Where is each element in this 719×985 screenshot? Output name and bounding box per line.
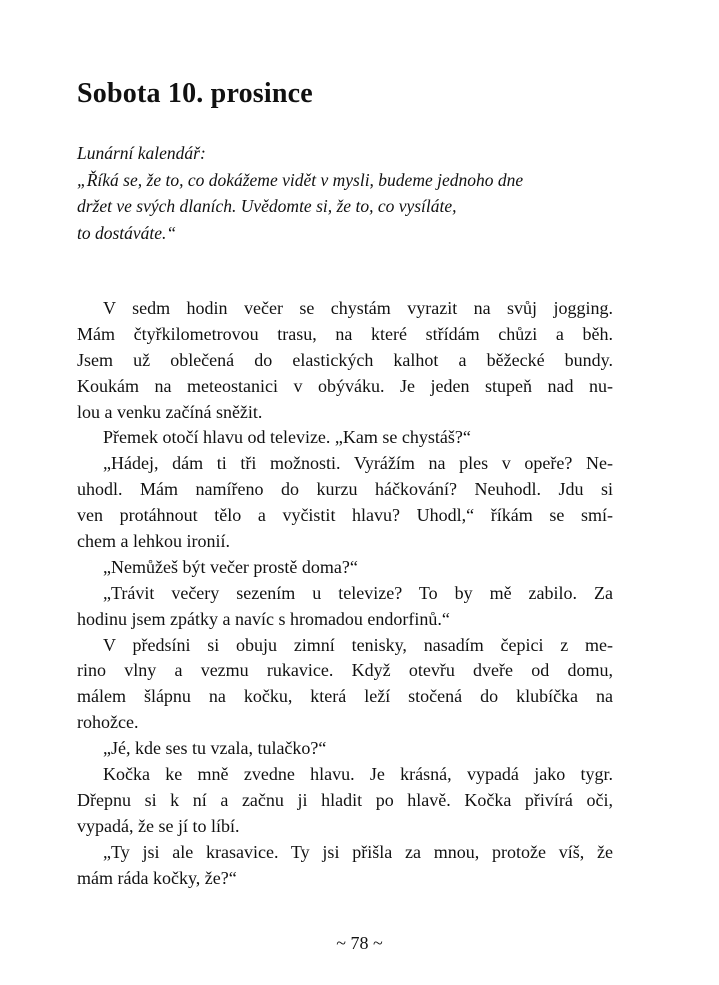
text-line: V předsíni si obuju zimní tenisky, nasadím čepici z me- [103, 634, 613, 655]
text-line: Kočka ke mně zvedne hlavu. Je krásná, vypadá jako tygr. [103, 764, 613, 785]
text-line: Přemek otočí hlavu od televize. „Kam se chystáš?“ [103, 427, 471, 448]
text-line: mám ráda kočky, že?“ [77, 867, 237, 888]
body-text [77, 296, 613, 891]
text-line: „Hádej, dám ti tři možnosti. Vyrážím na ples v opeře? Ne- [103, 453, 613, 474]
text-line: „Trávit večery sezením u televize? To by mě zabilo. Za [103, 582, 613, 603]
epigraph-source: Lunární kalendář: [77, 143, 206, 163]
text-line: Mám čtyřkilometrovou trasu, na které střídám chůzi a běh. [77, 323, 613, 344]
text-line: „Nemůžeš být večer prostě doma?“ [103, 556, 358, 577]
text-line: vypadá, že se jí to líbí. [77, 815, 240, 836]
text-line: uhodl. Mám namířeno do kurzu háčkování? Neuhodl. Jdu si [77, 479, 613, 500]
chapter-title: Sobota 10. prosince [77, 78, 313, 109]
text-line: hodinu jsem zpátky a navíc s hromadou endorfinů.“ [77, 608, 450, 629]
epigraph-quote-line: držet ve svých dlaních. Uvědomte si, že to, co vysíláte, [77, 196, 457, 216]
text-line: rino vlny a vezmu rukavice. Když otevřu dveře od domu, [77, 660, 613, 681]
text-line: Jsem už oblečená do elastických kalhot a běžecké bundy. [77, 349, 613, 370]
text-line: ven protáhnout tělo a vyčistit hlavu? Uhodl,“ říkám se smí- [77, 505, 613, 526]
epigraph-quote-line: to dostáváte.“ [77, 222, 177, 243]
epigraph [77, 140, 637, 246]
text-line: lou a venku začíná sněžit. [77, 401, 263, 422]
text-line: V sedm hodin večer se chystám vyrazit na svůj jogging. [103, 298, 613, 318]
text-line: málem šlápnu na kočku, která leží stočená do klubíčka na [77, 686, 613, 707]
text-line: rohožce. [77, 712, 139, 733]
text-line: chem a lehkou ironií. [77, 531, 230, 552]
text-line: „Jé, kde ses tu vzala, tulačko?“ [103, 738, 327, 759]
text-line: „Ty jsi ale krasavice. Ty jsi přišla za mnou, protože víš, že [103, 841, 613, 862]
text-line: Koukám na meteostanici v obýváku. Je jeden stupeň nad nu- [77, 375, 613, 396]
text-line: Dřepnu si k ní a začnu ji hladit po hlavě. Kočka přivírá oči, [77, 789, 613, 810]
epigraph-quote-line: „Říká se, že to, co dokážeme vidět v mysli, budeme jednoho dne [77, 169, 524, 190]
page-number: ~ 78 ~ [336, 933, 383, 953]
